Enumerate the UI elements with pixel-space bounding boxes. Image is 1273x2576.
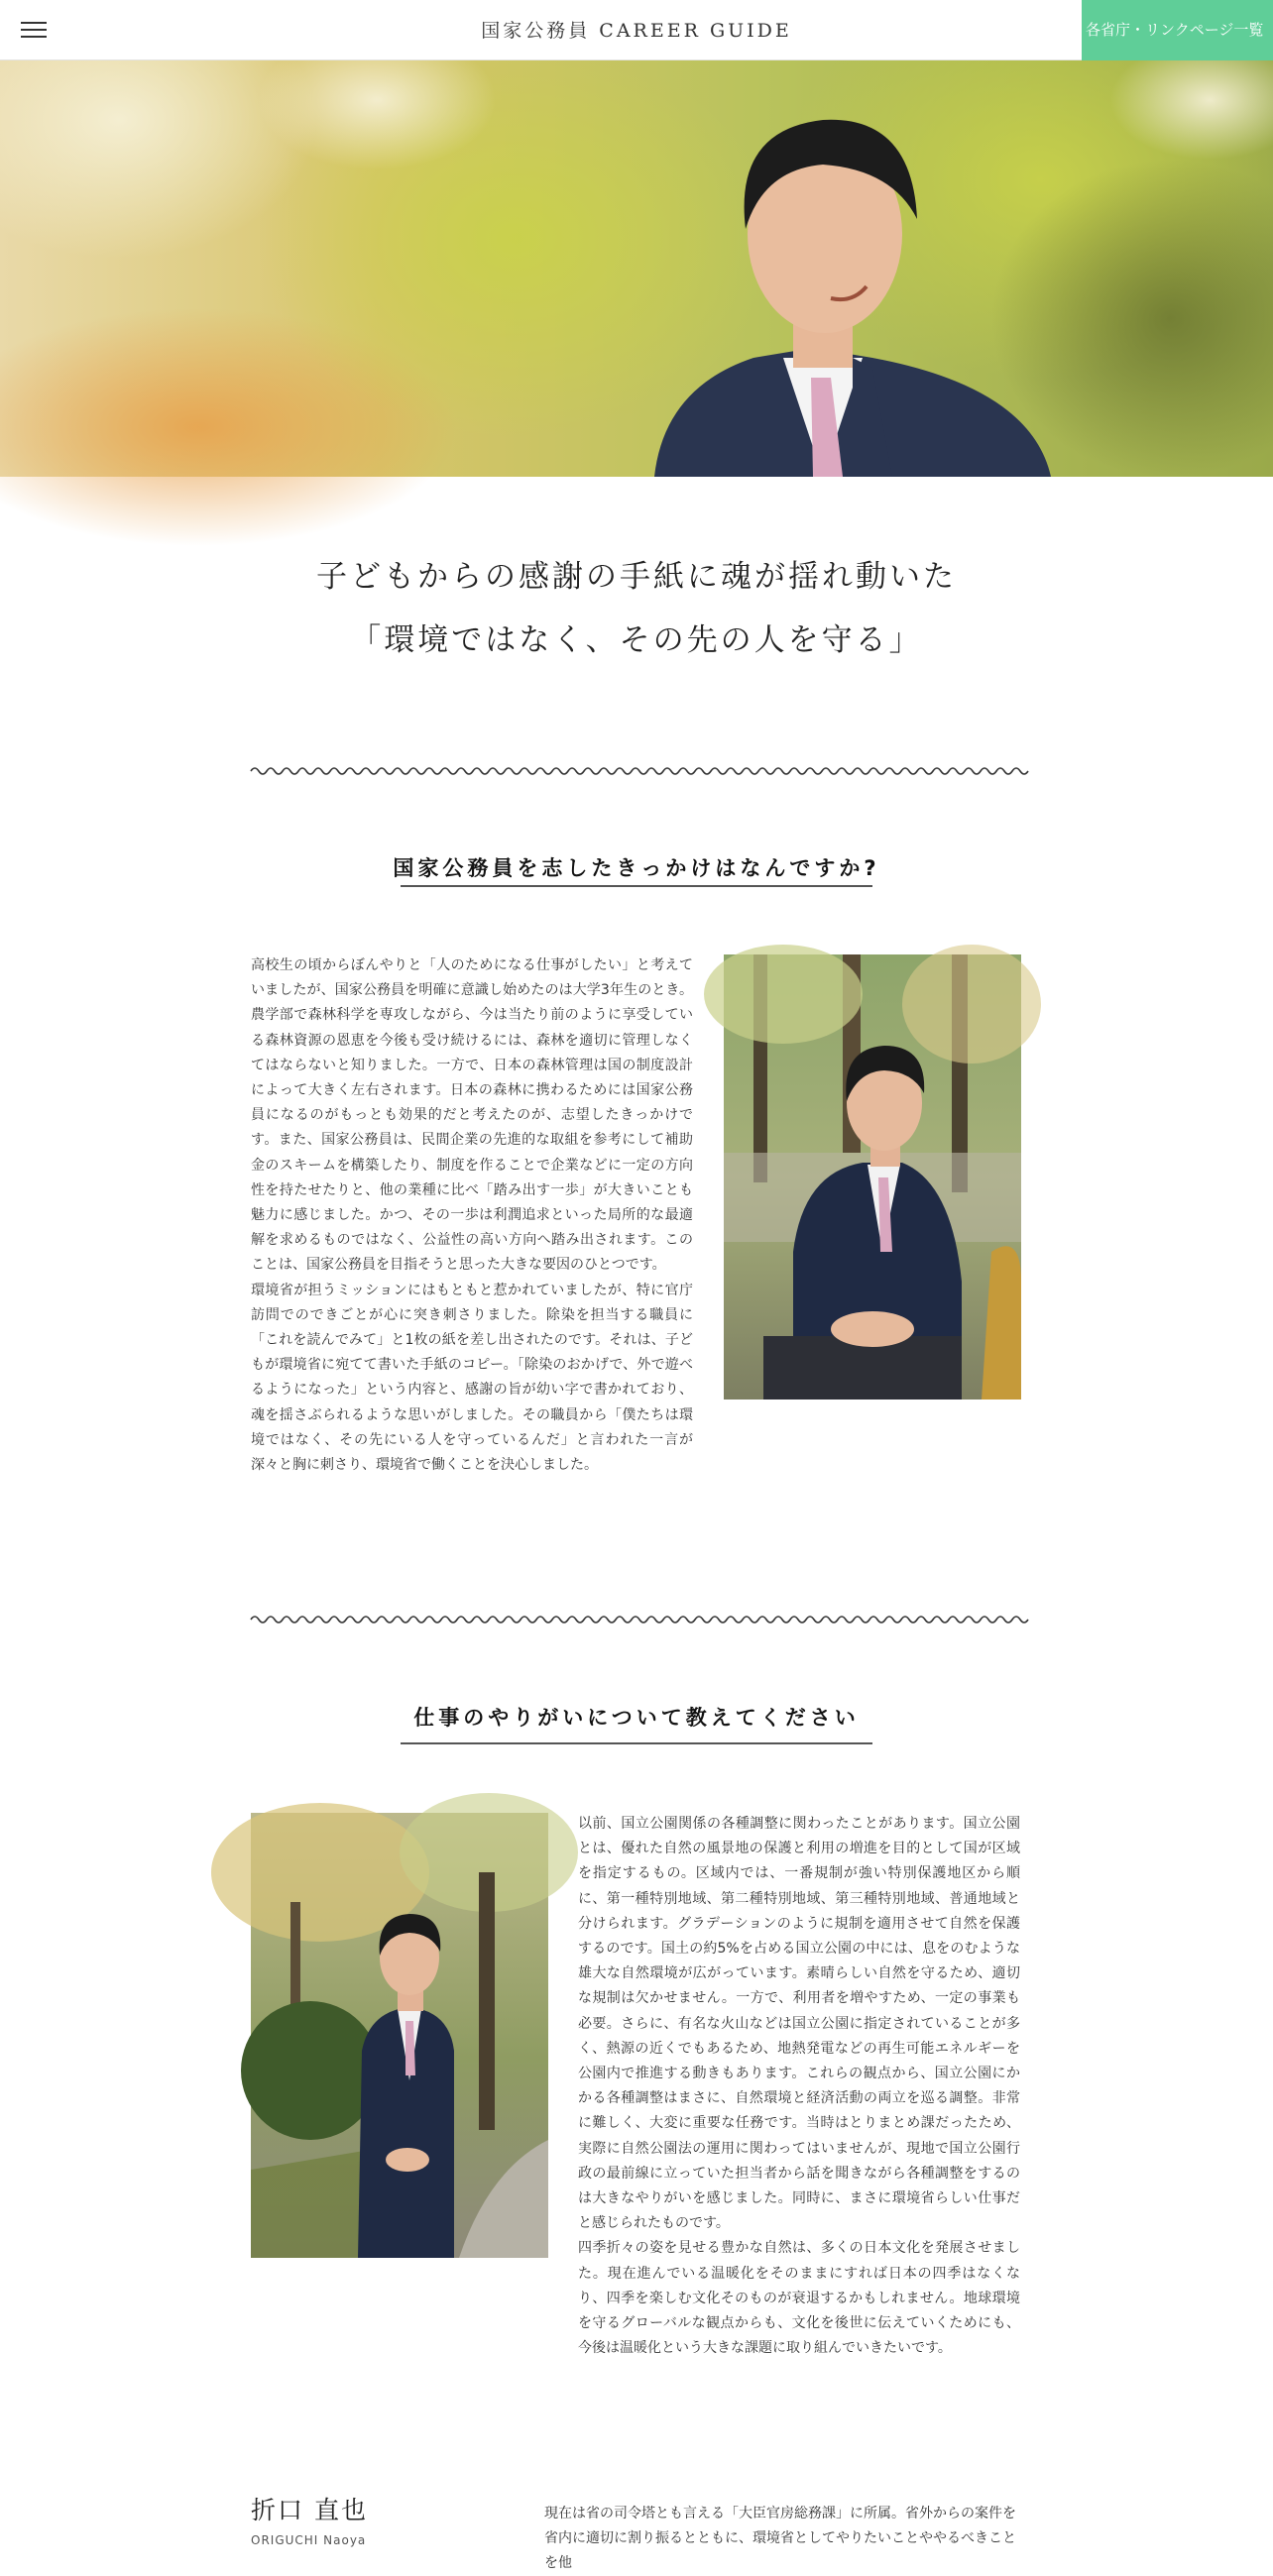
section1-title: 国家公務員を志したきっかけはなんですか? xyxy=(393,856,880,880)
section1-underline xyxy=(401,885,872,887)
section1-body xyxy=(251,953,693,1478)
catch-copy-line2: 「環境ではなく、その先の人を守る」 xyxy=(350,622,923,658)
catch-copy-line1: 子どもからの感謝の手紙に魂が揺れ動いた xyxy=(316,559,957,595)
wave-divider xyxy=(251,764,1020,778)
site-title[interactable]: 国家公務員 CAREER GUIDE xyxy=(481,20,792,42)
site-header xyxy=(0,0,1273,60)
section2-underline xyxy=(401,1742,872,1744)
portrait-photo-seated xyxy=(724,954,1021,1400)
hero-image xyxy=(0,60,1273,477)
profile-roman-name: ORIGUCHI Naoya xyxy=(251,2533,367,2547)
portrait-photo-standing xyxy=(251,1813,548,2258)
profile-description: 現在は省の司令塔とも言える「大臣官房総務課」に所属。省外からの案件を省内に適切に割り振るとともに、環境省としてやりたいことややるべきことを他 xyxy=(544,2506,1016,2571)
agency-links-button[interactable]: 各省庁・リンクページ一覧 xyxy=(1082,0,1273,60)
section2-paragraph: 四季折々の姿を見せる豊かな自然は、多くの日本文化を発展させました。現在進んでいる温暖化をそのままにすれば日本の四季はなくなり、四季を楽しむ文化そのものが衰退するかもしれません。地球環境を守るグローバルな観点からも、文化を後世に伝えていくためにも、今後は温暖化という大きな課題に取り組んでいきたいです。 xyxy=(578,2240,1020,2357)
section2-body xyxy=(578,1812,1020,2361)
profile-name: 折口 直也 xyxy=(251,2496,368,2524)
section1-paragraph: 環境省が担うミッションにはもともと惹かれていましたが、特に官庁訪問でのできごとが心に突き刺さりました。除染を担当する職員に「これを読んでみて」と1枚の紙を差し出されたのです。それは、子どもが環境省に宛てて書いた手紙のコピー。「除染のおかげで、外で遊べるようになった」という内容と、感謝の旨が幼い字で書かれており、魂を揺さぶられるような思いがしました。その職員から「僕たちは環境ではなく、その先にいる人を守っているんだ」と言われた一言が深々と胸に刺さり、環境省で働くことを決心しました。 xyxy=(251,1282,693,1474)
wave-divider xyxy=(251,1613,1020,1626)
section1-paragraph: 高校生の頃からぼんやりと「人のためになる仕事がしたい」と考えていましたが、国家公務員を明確に意識し始めたのは大学3年生のとき。農学部で森林科学を専攻しながら、今は当たり前のように享受している森林資源の恩恵を今後も受け続けるには、森林を適切に管理しなくてはならないと知りました。一方で、日本の森林管理は国の制度設計によって大きく左右されます。日本の森林に携わるためには国家公務員になるのがもっとも効果的だと考えたのが、志望したきっかけです。また、国家公務員は、民間企業の先進的な取組を参考にして補助金のスキームを構築したり、制度を作ることで企業などに一定の方向性を持たせたりと、他の業種に比べ「踏み出す一歩」が大きいことも魅力に感じました。かつ、その一歩は利潤追求といった局所的な最適解を求めるものではなく、公益性の高い方向へ踏み出されます。このことは、国家公務員を目指そうと思った大きな要因のひとつです。 xyxy=(251,957,693,1274)
section2-paragraph: 以前、国立公園関係の各種調整に関わったことがあります。国立公園とは、優れた自然の風景地の保護と利用の増進を目的として国が区域を指定するもの。区域内では、一番規制が強い特別保護地区から順に、第一種特別地域、第二種特別地域、第三種特別地域、普通地域と分けられます。グラデーションのように規制を適用させて自然を保護するのです。国土の約5%を占める国立公園の中には、息をのむような雄大な自然環境が広がっています。素晴らしい自然を守るため、適切な規制は欠かせません。一方で、利用者を増やすため、一定の事業も必要。さらに、有名な火山などは国立公園に指定されていることが多く、熱源の近くでもあるため、地熱発電などの再生可能エネルギーを公園内で推進する動きもあります。これらの観点から、国立公園にかかる各種調整はまさに、自然環境と経済活動の両立を巡る調整。非常に難しく、大変に重要な任務です。当時はとりまとめ課だったため、実際に自然公園法の運用に関わってはいませんが、現地で国立公園行政の最前線に立っていた担当者から話を聞きながら各種調整をするのは大きなやりがいを感じました。同時に、まさに環境省らしい仕事だと感じられたものです。 xyxy=(578,1816,1020,2232)
section2-title: 仕事のやりがいについて教えてください xyxy=(413,1706,860,1730)
